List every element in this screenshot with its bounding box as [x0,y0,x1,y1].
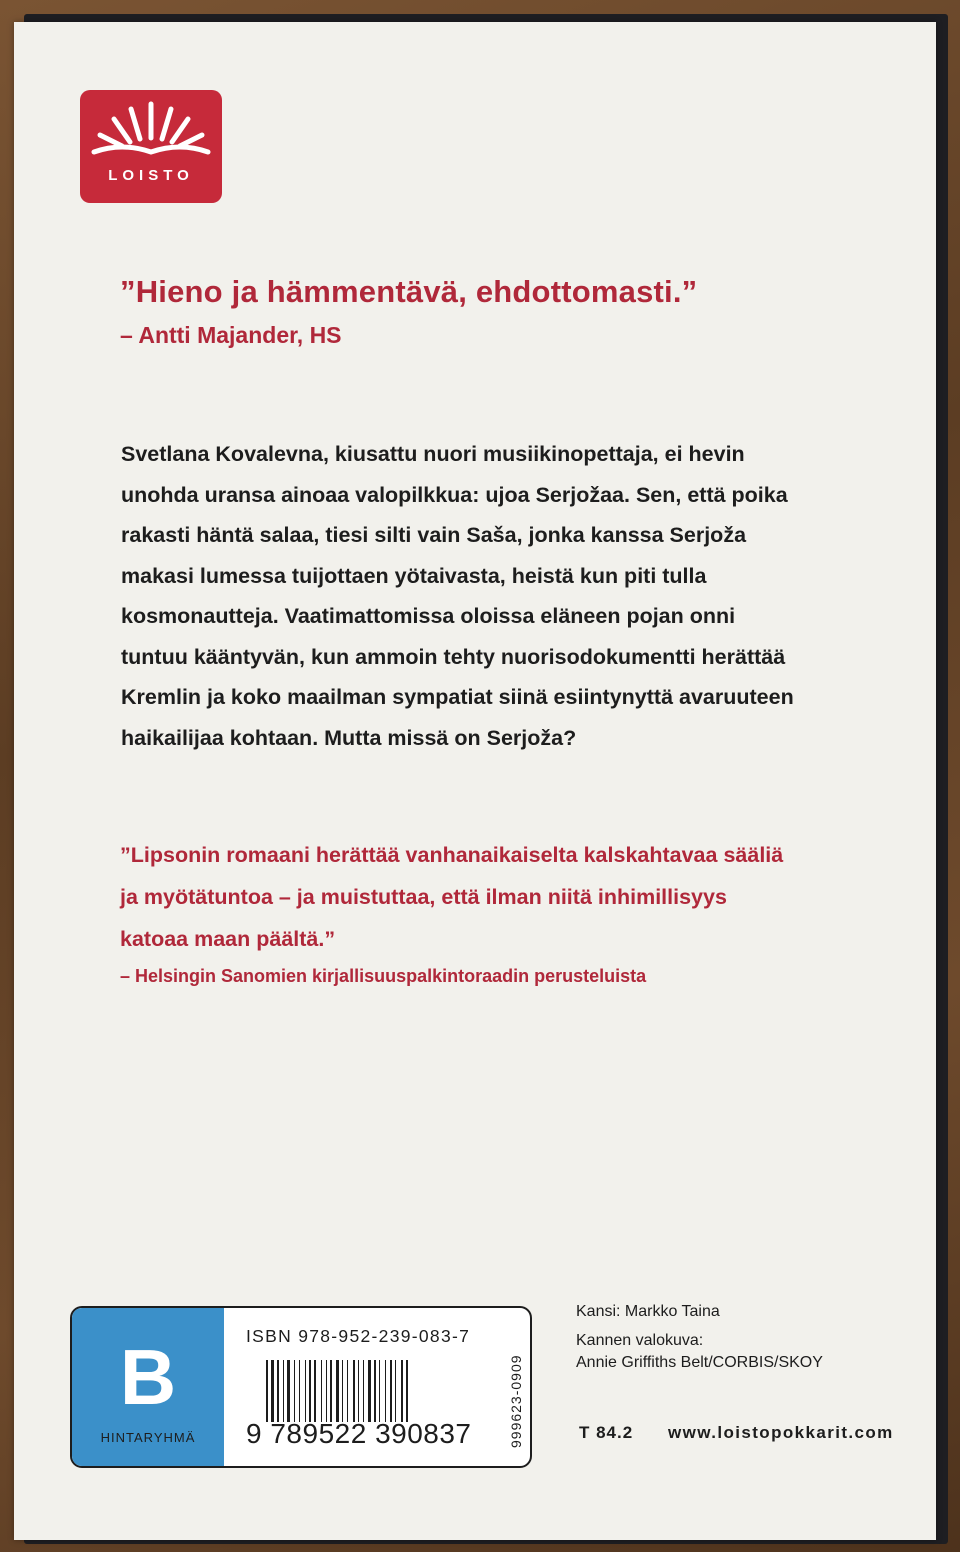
jury-quote-line: ja myötätuntoa – ja muistuttaa, että ilman niitä inhimillisyys [120,885,727,909]
blurb-line: makasi lumessa tuijottaen yötaivasta, heistä kun piti tulla [121,563,707,588]
barcode-bar [363,1360,364,1422]
barcode-bar [353,1360,355,1422]
isbn-number: ISBN 978-952-239-083-7 [246,1326,471,1346]
barcode-bar [342,1360,343,1422]
barcode-bar [374,1360,376,1422]
jury-quote-source: – Helsingin Sanomien kirjallisuuspalkintoraadin perusteluista [120,966,647,986]
barcode-bar [406,1360,408,1422]
logo-wordmark: LOISTO [108,167,194,184]
barcode-bar [330,1360,332,1422]
publisher-website: www.loistopokkarit.com [668,1423,894,1442]
price-group-badge [72,1308,224,1466]
barcode-digits: 9 789522 390837 [246,1418,472,1449]
barcode-bar [294,1360,295,1422]
cover-designer-credit: Kansi: Markko Taina [576,1303,720,1320]
book-blurb [121,434,881,758]
blurb-line: tuntuu kääntyvän, kun ammoin tehty nuorisodokumentti herättää [121,644,786,669]
jury-quote-line: katoaa maan päältä.” [120,927,336,951]
cover-photo-label: Kannen valokuva: [576,1332,704,1349]
cover-photo-credit: Annie Griffiths Belt/CORBIS/SKOY [576,1354,823,1371]
barcode-bar [390,1360,392,1422]
loisto-logo [80,90,222,203]
barcode-bar [277,1360,279,1422]
price-barcode-box [70,1306,532,1468]
jury-quote [120,834,783,960]
barcode-bar [385,1360,386,1422]
blurb-line: Kremlin ja koko maailman sympatiat siinä esiintynyttä avaruuteen [121,685,794,709]
barcode-bar [395,1360,396,1422]
barcode-bar [314,1360,316,1422]
barcode-bar [299,1360,300,1422]
blurb-line: kosmonautteja. Vaatimattomissa oloissa eläneen pojan onni [121,604,736,628]
book-back-cover [14,22,936,1540]
price-group-letter: B [119,1333,177,1421]
barcode-bar [271,1360,274,1422]
blurb-line: Svetlana Kovalevna, kiusattu nuori musiikinopettaja, ei hevin [121,442,745,466]
barcode-bar [336,1360,339,1422]
blurb-line: unohda uransa ainoaa valopilkkua: ujoa Serjožaa. Sen, että poika [121,482,788,507]
blurb-line: haikailijaa kohtaan. Mutta missä on Serjoža? [121,725,577,750]
review-quote-headline: ”Hieno ja hämmentävä, ehdottomasti.” [120,274,698,309]
price-group-label: HINTARYHMÄ [100,1430,196,1445]
cover-credits [576,1301,823,1374]
barcode-bar [379,1360,380,1422]
barcode-bar [266,1360,268,1422]
sunrise-icon [80,90,222,170]
barcode-bar [401,1360,403,1422]
barcode-bar [283,1360,284,1422]
jury-quote-line: ”Lipsonin romaani herättää vanhanaikaiselta kalskahtavaa sääliä [120,843,784,867]
barcode-bar [287,1360,290,1422]
review-quote-source: – Antti Majander, HS [120,322,342,348]
barcode-bar [309,1360,311,1422]
barcode-bar [347,1360,348,1422]
side-code: 999623-0909 [508,1354,524,1448]
barcode-bar [358,1360,359,1422]
barcode-bar [305,1360,306,1422]
barcode-bar [321,1360,322,1422]
barcode-bar [368,1360,371,1422]
barcode-bar [326,1360,327,1422]
blurb-line: rakasti häntä salaa, tiesi silti vain Saša, jonka kanssa Serjoža [121,523,747,547]
library-classification: T 84.2 [579,1423,634,1442]
barcode-icon [264,1360,490,1422]
